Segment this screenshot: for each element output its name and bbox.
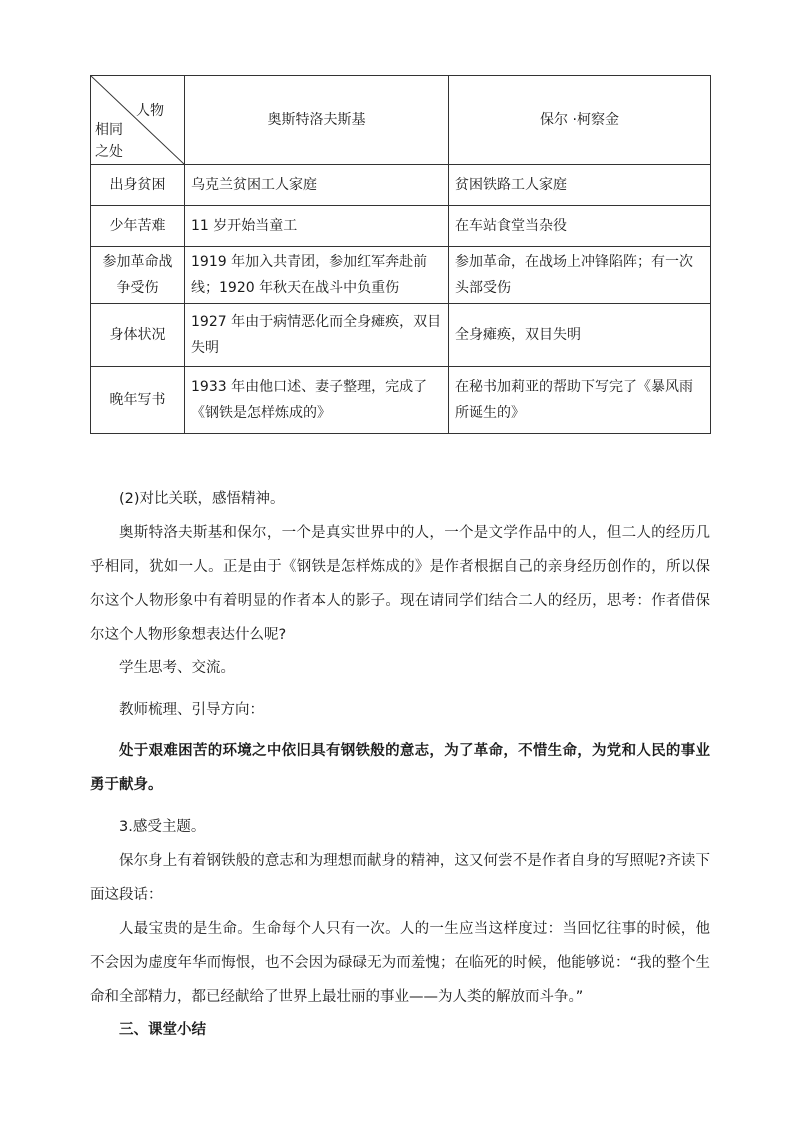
- section-subheading: (2)对比关联，感悟精神。: [119, 491, 285, 507]
- table-cell: 全身瘫痪，双目失明: [449, 304, 711, 367]
- paragraph: 学生思考、交流。: [119, 660, 235, 676]
- row-label: 参加革命战争受伤: [91, 247, 185, 304]
- row-label: 晚年写书: [91, 367, 185, 434]
- diagonal-header-cell: [91, 76, 185, 165]
- table-header-row: [91, 76, 711, 165]
- table-cell: 在秘书加莉亚的帮助下写完了《暴风雨所诞生的》: [449, 367, 711, 434]
- paragraph: 教师梳理、引导方向：: [119, 702, 264, 718]
- table-cell: 乌克兰贫困工人家庭: [185, 165, 449, 206]
- corner-label-similarity: 相同之处: [95, 122, 123, 160]
- table-row: [91, 247, 711, 304]
- paragraph: 保尔身上有着钢铁般的意志和为理想而献身的精神，这又何尝不是作者自身的写照呢?齐读下面这段话：: [90, 853, 710, 903]
- row-label: 出身贫困: [91, 165, 185, 206]
- paragraph: 奥斯特洛夫斯基和保尔，一个是真实世界中的人，一个是文学作品中的人，但二人的经历几乎相同，犹如一人。正是由于《钢铁是怎样炼成的》是作者根据自己的亲身经历创作的，所以保尔这个人物形象中有着明显的作者本人的影子。现在请同学们结合二人的经历，思考：作者借保尔这个人物形象想表达什么呢?: [90, 525, 710, 643]
- row-label: 少年苦难: [91, 206, 185, 247]
- table-cell: 11 岁开始当童工: [185, 206, 449, 247]
- quoted-passage: 人最宝贵的是生命。生命每个人只有一次。人的一生应当这样度过：当回忆往事的时候，他不会因为虚度年华而悔恨，也不会因为碌碌无为而羞愧；在临死的时候，他能够说：“我的整个生命和全部精力，都已经献给了世界上最壮丽的事业——为人类的解放而斗争。”: [90, 921, 710, 1005]
- section-heading: 三、课堂小结: [119, 1022, 206, 1038]
- table-cell: 在车站食堂当杂役: [449, 206, 711, 247]
- column-header-ostrovsky: 奥斯特洛夫斯基: [185, 76, 449, 165]
- comparison-table: [90, 75, 711, 434]
- table-cell: 1933 年由他口述、妻子整理，完成了《钢铁是怎样炼成的》: [185, 367, 449, 434]
- table-row: [91, 165, 711, 206]
- table-cell: 1927 年由于病情恶化而全身瘫痪，双目失明: [185, 304, 449, 367]
- row-label: 身体状况: [91, 304, 185, 367]
- corner-label-person: 人物: [136, 103, 164, 119]
- emphasized-conclusion: 处于艰难困苦的环境之中依旧具有钢铁般的意志，为了革命，不惜生命，为党和人民的事业勇于献身。: [90, 743, 710, 793]
- table-cell: 参加革命，在战场上冲锋陷阵；有一次头部受伤: [449, 247, 711, 304]
- section-subheading: 3.感受主题。: [119, 819, 206, 835]
- table-row: [91, 206, 711, 247]
- table-cell: 1919 年加入共青团，参加红军奔赴前线；1920 年秋天在战斗中负重伤: [185, 247, 449, 304]
- table-cell: 贫困铁路工人家庭: [449, 165, 711, 206]
- table-row: [91, 304, 711, 367]
- table-row: [91, 367, 711, 434]
- column-header-pavel: 保尔 ·柯察金: [449, 76, 711, 165]
